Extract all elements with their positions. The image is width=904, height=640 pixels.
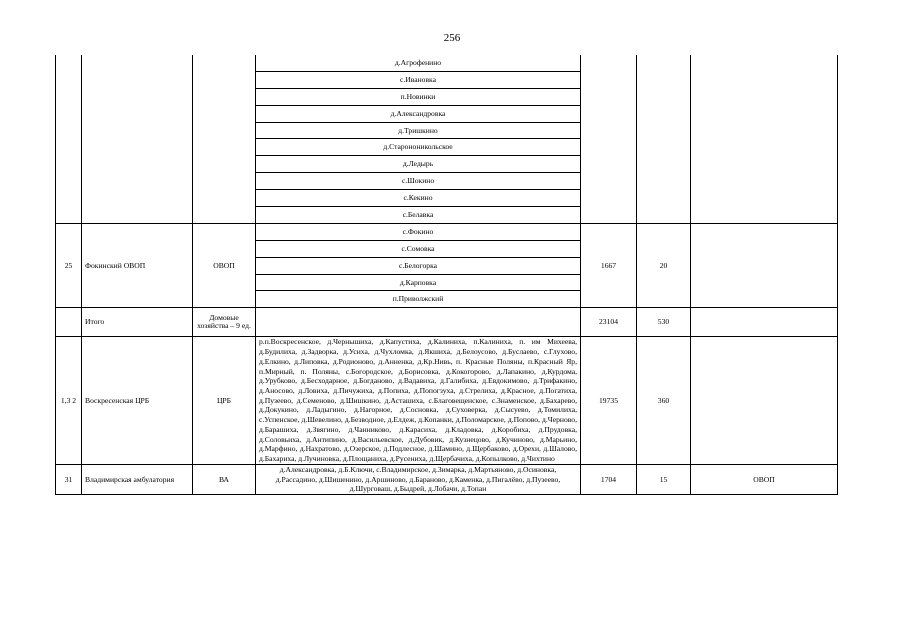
settlement-list: д.Александровка, д.Б.Ключи, с.Владимирское, д.Зимарка, д.Мартьяново, д.Осиновка, д.Рассадино, д.Шишенино, д.Аршиново, д.Бараново, д.Каменка, д.Пигалёво, д.Пузеево, д.Шурговаш, д.Быдрей, д.Лобачи, д.Топан xyxy=(256,464,581,495)
settlement-cell: с.Фокино xyxy=(256,223,581,240)
cell-population: 1704 xyxy=(581,464,637,495)
cell-value: 360 xyxy=(637,337,691,464)
cell-population xyxy=(581,55,637,223)
settlement-cell: д.Агрофенино xyxy=(256,55,581,71)
settlement-cell: с.Белогорка xyxy=(256,257,581,274)
cell-type: ЦРБ xyxy=(193,337,256,464)
facilities-table xyxy=(55,55,838,495)
cell-note xyxy=(691,337,838,464)
cell-num xyxy=(56,308,82,337)
table-row xyxy=(56,464,838,495)
cell-num: 31 xyxy=(56,464,82,495)
settlement-cell: с.Кекино xyxy=(256,190,581,207)
cell-note: ОВОП xyxy=(691,464,838,495)
cell-type xyxy=(193,55,256,223)
settlement-cell: п.Новинки xyxy=(256,88,581,105)
table-row xyxy=(56,55,838,71)
table-row xyxy=(56,308,838,337)
settlement-cell: д.Ледырь xyxy=(256,156,581,173)
settlement-cell: с.Ивановка xyxy=(256,71,581,88)
settlement-cell xyxy=(256,308,581,337)
settlement-list: р.п.Воскресенское, д.Чернышиха, д.Капустиха, д.Калиниха, п.Калиниха, п. им Михеева, д.Будилиха, д.Задворка, д.Усиха, д.Чухломка, д.Якшиха, д.Белоусово, д.Буслаево, с.Глухово, д.Елкино, д.Липовка, д.Родионово, д.Анненка, д.Кр.Нивь, п. Красные Поляны, п.Красный Яр, п.Мирный, п. Поляны, с.Богородское, д.Борисовка, д.Кокогорово, д.Лапакино, д.Курдома, д.Урубково, д.Бесходарное, д.Богданово, д.Вадавиха, д.Галибиха, д.Евдокимово, д.Трифакино, д.Аносово, д.Ловиха, д.Пичужиха, д.Попиха, д.Попогзуха, д.Стрелиха, д.Красное, д.Погатиха, д.Пузеево, д.Семеново, д.Шишкино, д.Асташиха, с.Благовещенское, с.Знаменское, д.Бахарево, д.Докукино, д.Ладыгино, д.Нагорное, д.Сосновка, д.Суховерка, д.Сысуево, д.Томилиха, с.Успенское, д.Шевелино, д.Безводное, д.Елдеж, д.Копанки, д.Поломарское, д.Попово, д.Черново, д.Барашиха, д.Звягино, д.Чанниково, д.Карасиха, д.Кладовка, д.Коробиха, д.Прудовка, д.Соловьиха, д.Антипино, д.Васильевское, д.Дубовик, д.Кузнецово, д.Кучиново, д.Марьино, д.Марфино, д.Нахратово, д.Озерское, д.Подлесное, д.Шамино, д.Щербаково, д.Орехи, д.Шалово, д.Бахариха, д.Лучиновка, д.Площаниха, д.Русениха, д.Щербачиха, д.Копылково, д.Чихтино xyxy=(256,337,581,464)
cell-type: Домовые хозяйства – 9 ед. xyxy=(193,308,256,337)
settlement-cell: д.Старононикольское xyxy=(256,139,581,156)
cell-note xyxy=(691,55,838,223)
cell-population: 19735 xyxy=(581,337,637,464)
cell-name: Владимирская амбулатория xyxy=(82,464,193,495)
settlement-cell: д.Александровка xyxy=(256,105,581,122)
settlement-cell: с.Сомовка xyxy=(256,240,581,257)
settlement-cell: п.Приволжский xyxy=(256,291,581,308)
cell-name: Воскресенская ЦРБ xyxy=(82,337,193,464)
cell-num xyxy=(56,55,82,223)
cell-population: 1667 xyxy=(581,223,637,307)
table-row xyxy=(56,223,838,240)
cell-num: 25 xyxy=(56,223,82,307)
settlement-cell: с.Белавка xyxy=(256,207,581,224)
page-number: 256 xyxy=(443,32,461,44)
cell-value: 15 xyxy=(637,464,691,495)
cell-num: 1,3 2 xyxy=(56,337,82,464)
settlement-cell: с.Шокино xyxy=(256,173,581,190)
cell-value xyxy=(637,55,691,223)
cell-type: ВА xyxy=(193,464,256,495)
settlement-cell: д.Карповка xyxy=(256,274,581,291)
cell-note xyxy=(691,308,838,337)
table-row xyxy=(56,337,838,464)
settlement-cell: д.Тришкино xyxy=(256,122,581,139)
cell-value: 20 xyxy=(637,223,691,307)
cell-note xyxy=(691,223,838,307)
cell-name: Фокинский ОВОП xyxy=(82,223,193,307)
cell-name xyxy=(82,55,193,223)
cell-name: Итого xyxy=(82,308,193,337)
cell-value: 530 xyxy=(637,308,691,337)
cell-population: 23104 xyxy=(581,308,637,337)
cell-type: ОВОП xyxy=(193,223,256,307)
